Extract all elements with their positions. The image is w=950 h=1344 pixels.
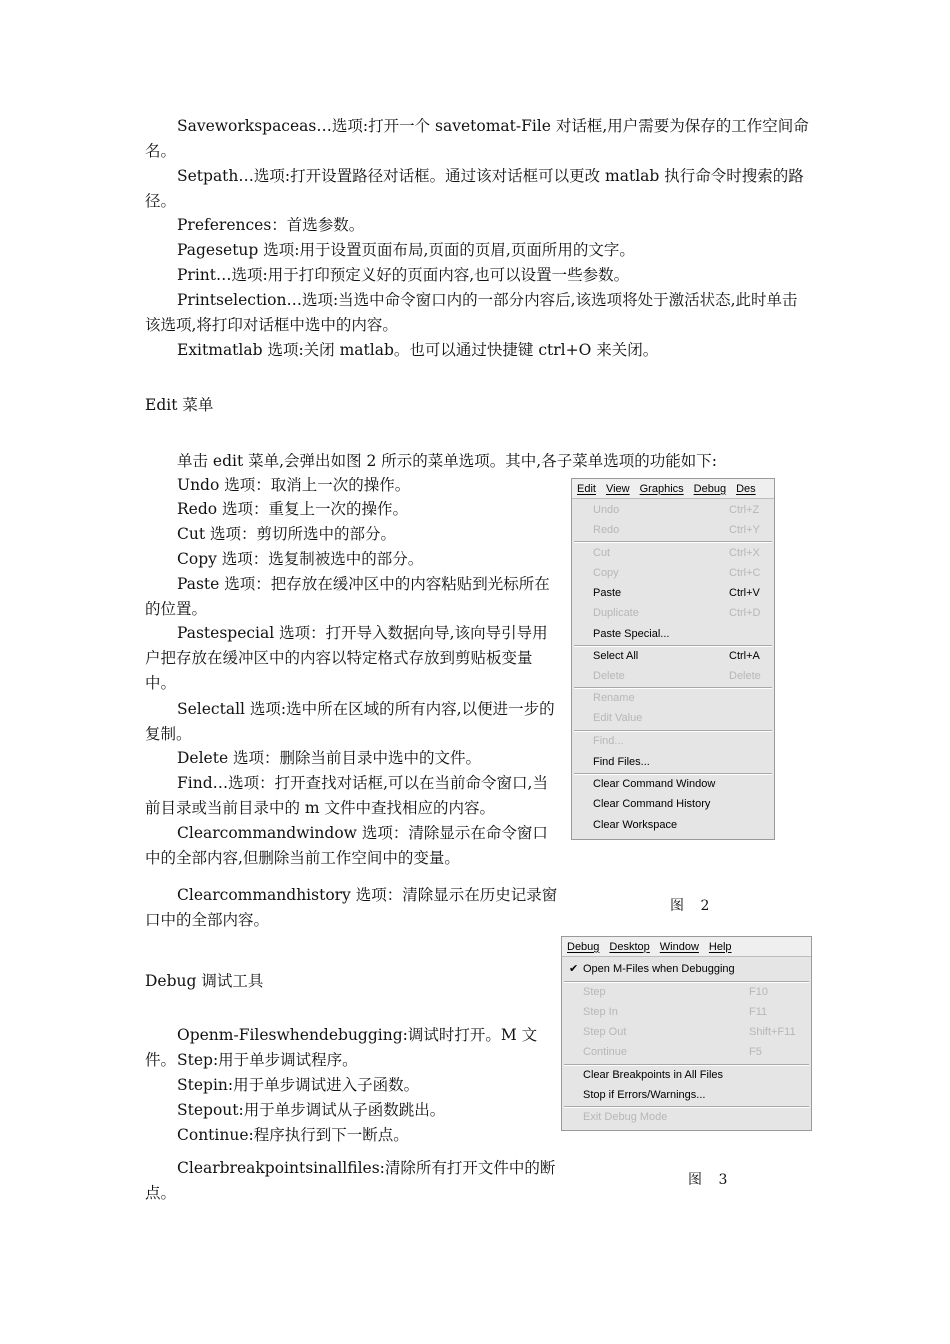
paragraph-exit-matlab: Exitmatlab 选项:关闭 matlab。也可以通过快捷键 ctrl+O 来关闭。 xyxy=(177,341,659,359)
paragraph-page-setup: Pagesetup 选项:用于设置页面布局,页面的页眉,页面所用的文字。 xyxy=(177,241,635,259)
paragraph-print-selection: Printselection…选项:当选中命令窗口内的一部分内容后,该选项将处于激活状态,此时单击该选项,将打印对话框中选中的内容。 xyxy=(145,291,798,334)
paragraph-print: Print…选项:用于打印预定义好的页面内容,也可以设置一些参数。 xyxy=(177,266,630,284)
menubar-debug[interactable]: Debug xyxy=(567,940,600,953)
menu-item-clear-breakpoints-all-files[interactable]: Clear Breakpoints in All Files xyxy=(583,1069,724,1081)
menu-item-paste[interactable]: Paste Ctrl+V xyxy=(593,587,760,599)
paragraph-delete: Delete 选项：删除当前目录中选中的文件。 xyxy=(177,749,482,767)
edit-intro: 单击 edit 菜单,会弹出如图 2 所示的菜单选项。其中,各子菜单选项的功能如下: xyxy=(177,452,717,470)
paragraph-copy: Copy 选项：选复制被选中的部分。 xyxy=(177,550,424,568)
menu-item-edit-value[interactable]: Edit Value xyxy=(593,712,643,724)
paragraph-clear-breakpoints: Clearbreakpointsinallfiles:清除所有打开文件中的断点。 xyxy=(145,1159,556,1202)
menu-item-clear-workspace[interactable]: Clear Workspace xyxy=(593,819,678,831)
menu-item-clear-command-history[interactable]: Clear Command History xyxy=(593,798,711,810)
paragraph-set-path: Setpath…选项:打开设置路径对话框。通过该对话框可以更改 matlab 执行命令时搜索的路径。 xyxy=(145,167,804,210)
paragraph-clear-command-history: Clearcommandhistory 选项：清除显示在历史记录窗口中的全部内容。 xyxy=(145,886,558,929)
menu-item-find-files[interactable]: Find Files... xyxy=(593,756,650,768)
menubar-window[interactable]: Window xyxy=(659,940,699,953)
figure-2-caption: 图 2 xyxy=(670,898,716,914)
edit-menu-screenshot xyxy=(571,478,775,840)
paragraph-step-out: Stepout:用于单步调试从子函数跳出。 xyxy=(177,1101,446,1119)
menu-item-undo[interactable]: Undo Ctrl+Z xyxy=(593,504,760,516)
menu-item-step-in[interactable]: Step In F11 xyxy=(583,1006,768,1018)
edit-section-heading: Edit 菜单 xyxy=(145,396,214,414)
debug-section-heading: Debug 调试工具 xyxy=(145,972,264,990)
paragraph-select-all: Selectall 选项:选中所在区域的所有内容,以便进一步的复制。 xyxy=(145,700,555,743)
menubar-view[interactable]: View xyxy=(605,482,630,495)
edit-menubar xyxy=(572,479,774,499)
paragraph-step-in: Stepin:用于单步调试进入子函数。 xyxy=(177,1076,420,1094)
paragraph-save-workspace: Saveworkspaceas…选项:打开一个 savetomat-File 对话框,用户需要为保存的工作空间命名。 xyxy=(145,117,809,160)
paragraph-step: Step:用于单步调试程序。 xyxy=(177,1051,358,1069)
check-icon: ✔ xyxy=(569,963,579,975)
menubar-edit[interactable]: Edit xyxy=(577,482,596,495)
menubar-desktop[interactable]: Des xyxy=(736,482,756,495)
menu-item-copy[interactable]: Copy Ctrl+C xyxy=(593,567,761,579)
menu-item-step-out[interactable]: Step Out Shift+F11 xyxy=(583,1026,796,1038)
menu-item-delete[interactable]: Delete Delete xyxy=(593,670,761,682)
paragraph-open-mfiles: Openm-Fileswhendebugging:调试时打开。M 文件。 xyxy=(145,1026,538,1069)
menu-item-rename[interactable]: Rename xyxy=(593,692,635,704)
menu-item-continue[interactable]: Continue F5 xyxy=(583,1046,762,1058)
paragraph-cut: Cut 选项：剪切所选中的部分。 xyxy=(177,525,396,543)
menu-item-stop-if-errors-warnings[interactable]: Stop if Errors/Warnings... xyxy=(583,1089,706,1101)
menu-item-clear-command-window[interactable]: Clear Command Window xyxy=(593,778,716,790)
figure-3-caption: 图 3 xyxy=(688,1172,734,1188)
menu-item-find[interactable]: Find... xyxy=(593,735,624,747)
menu-item-open-mfiles-when-debugging[interactable]: ✔ Open M-Files when Debugging xyxy=(562,959,811,979)
debug-menu-screenshot xyxy=(561,936,812,1131)
menubar-desktop[interactable]: Desktop xyxy=(609,940,650,953)
debug-menubar xyxy=(562,937,811,957)
menubar-debug[interactable]: Debug xyxy=(693,482,727,495)
paragraph-redo: Redo 选项：重复上一次的操作。 xyxy=(177,500,409,518)
paragraph-preferences: Preferences：首选参数。 xyxy=(177,216,365,234)
menu-item-step[interactable]: Step F10 xyxy=(583,986,768,998)
menubar-graphics[interactable]: Graphics xyxy=(639,482,684,495)
menu-item-paste-special[interactable]: Paste Special... xyxy=(593,628,670,640)
menu-item-redo[interactable]: Redo Ctrl+Y xyxy=(593,524,760,536)
paragraph-clear-command-window: Clearcommandwindow 选项：清除显示在命令窗口中的全部内容,但删除当前工作空间中的变量。 xyxy=(145,824,548,867)
paragraph-continue: Continue:程序执行到下一断点。 xyxy=(177,1126,409,1144)
paragraph-find: Find…选项：打开查找对话框,可以在当前命令窗口,当前目录或当前目录中的 m 文件中查找相应的内容。 xyxy=(145,774,548,817)
paragraph-undo: Undo 选项：取消上一次的操作。 xyxy=(177,476,411,494)
menu-item-duplicate[interactable]: Duplicate Ctrl+D xyxy=(593,607,761,619)
menubar-help[interactable]: Help xyxy=(708,940,732,953)
paragraph-paste-special: Pastespecial 选项：打开导入数据向导,该向导引导用户把存放在缓冲区中的内容以特定格式存放到剪贴板变量中。 xyxy=(145,624,548,692)
menu-item-exit-debug-mode[interactable]: Exit Debug Mode xyxy=(583,1111,668,1123)
paragraph-paste: Paste 选项：把存放在缓冲区中的内容粘贴到光标所在的位置。 xyxy=(145,575,550,618)
menu-item-cut[interactable]: Cut Ctrl+X xyxy=(593,547,760,559)
menu-item-select-all[interactable]: Select All Ctrl+A xyxy=(593,650,760,662)
